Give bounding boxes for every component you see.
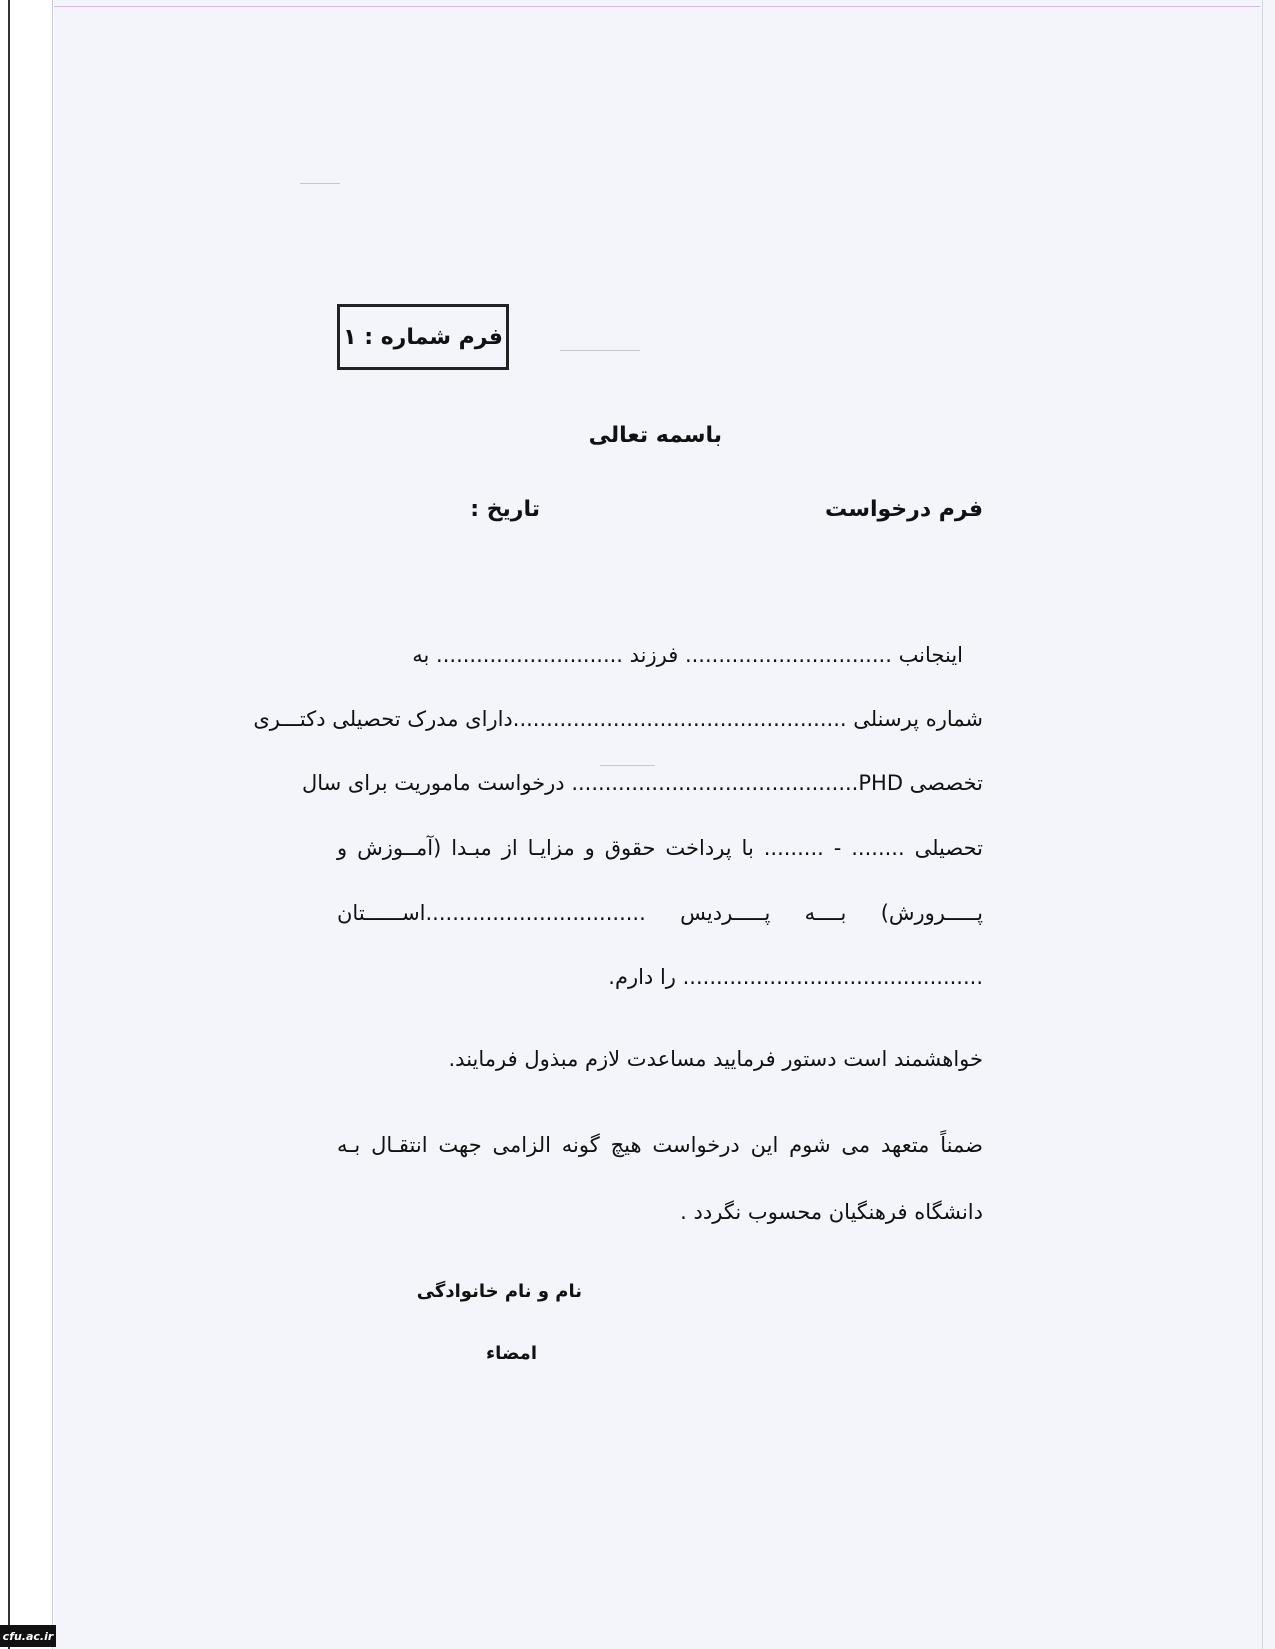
watermark-logo: cfu.ac.ir xyxy=(0,1625,56,1647)
scan-right-edge xyxy=(1262,0,1263,1649)
commitment-line-2: دانشگاه فرهنگیان محسوب نگردد . xyxy=(680,1200,983,1224)
scanned-page xyxy=(54,0,1275,1649)
body-line-4: تحصیلی ........ - ......... با پرداخت حقوق و مزایـا از مبـدا (آمــوزش و xyxy=(337,836,983,860)
scan-artifact xyxy=(300,183,340,184)
commitment-line-1: ضمناً متعهد می شوم این درخواست هیچ گونه الزامی جهت انتقـال بـه xyxy=(337,1133,983,1157)
scan-left-border xyxy=(8,0,10,1649)
scan-artifact xyxy=(600,765,655,766)
body-line-1: اینجانب ............................... فرزند ............................ به xyxy=(412,643,963,667)
scan-artifact xyxy=(560,350,640,351)
request-text: خواهشمند است دستور فرمایید مساعدت لازم مبذول فرمایند. xyxy=(448,1047,983,1071)
scan-top-line xyxy=(54,6,1260,7)
body-line-2: شماره پرسنلی ..................................................دارای مدرک تحصیلی دکتـــری xyxy=(253,707,983,731)
heading: باسمه تعالی xyxy=(588,423,722,448)
date-label: تاریخ : xyxy=(470,497,540,522)
signature-label: امضاء xyxy=(485,1343,537,1364)
body-line-3: تخصصی PHD........................................... درخواست ماموریت برای سال xyxy=(301,771,983,795)
form-number-box xyxy=(337,304,509,370)
scan-margin-line xyxy=(52,0,53,1649)
name-label: نام و نام خانوادگی xyxy=(416,1281,582,1302)
body-line-5: پـــــرورش) بــــه پـــــردیس .................................اســــــتان xyxy=(337,901,983,925)
form-number: فرم شماره : ۱ xyxy=(343,324,503,350)
form-title: فرم درخواست xyxy=(825,497,983,522)
body-line-6: ............................................. را دارم. xyxy=(608,965,983,989)
